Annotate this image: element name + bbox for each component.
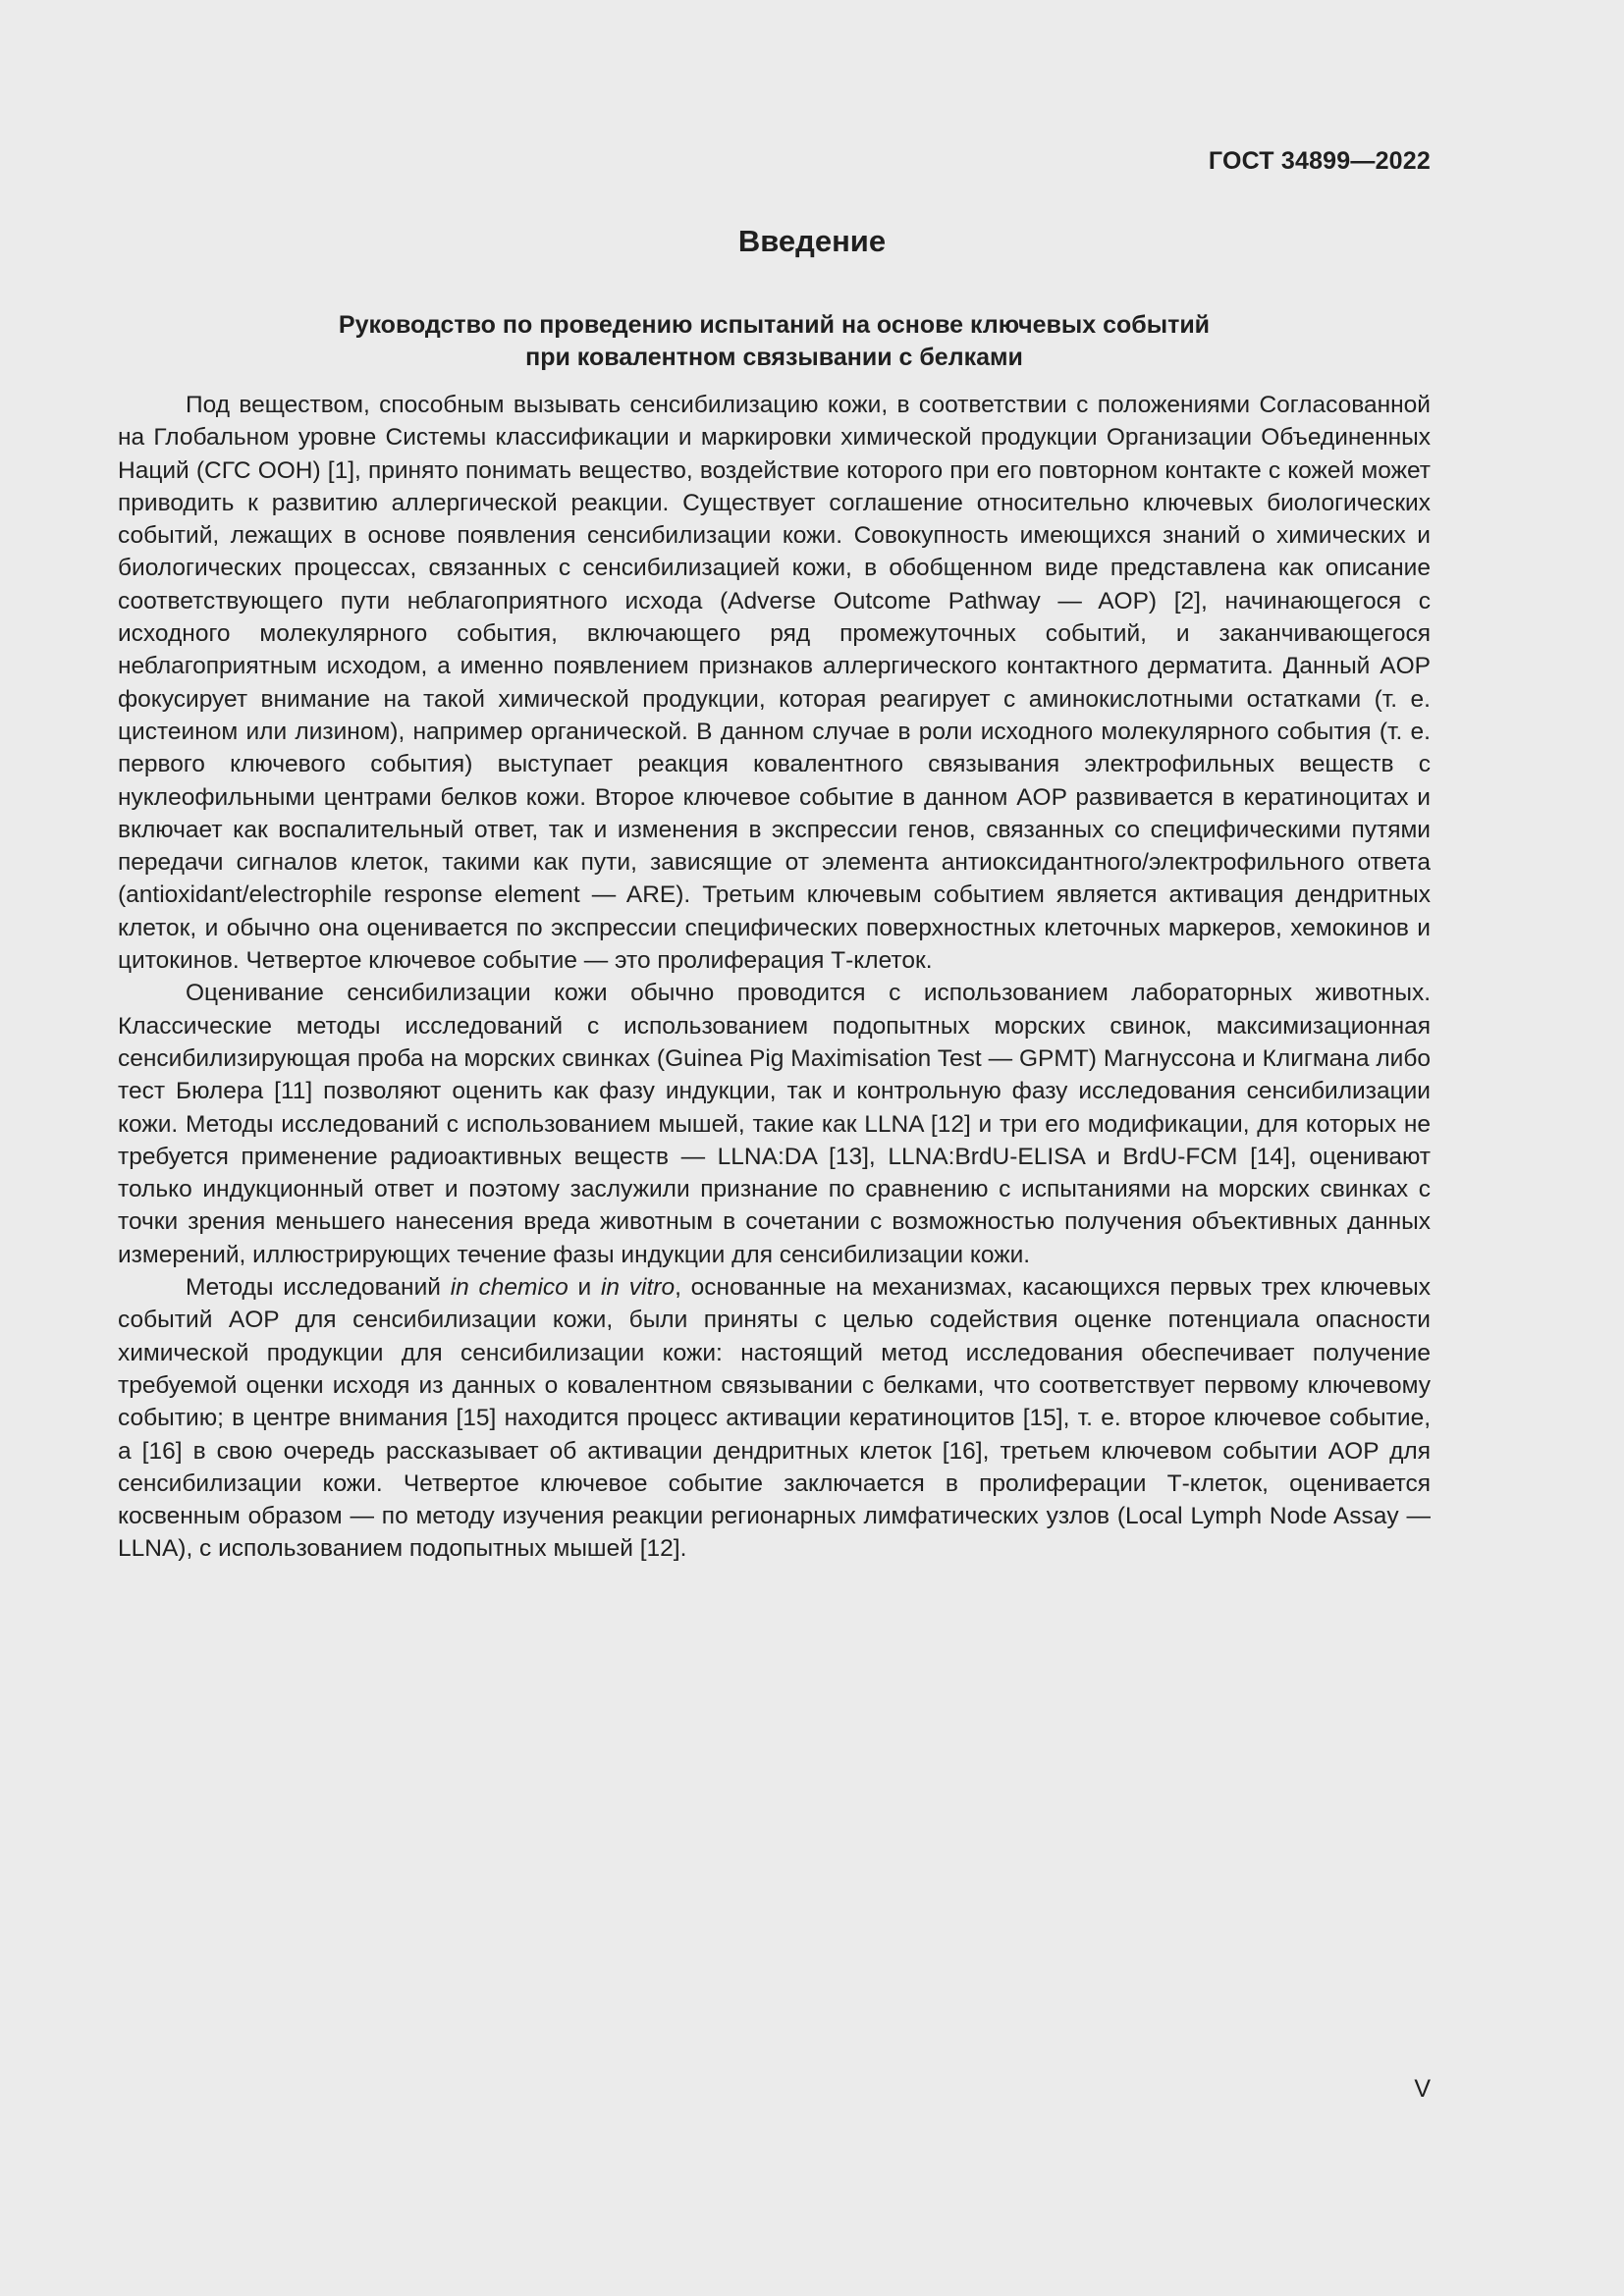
section-title: Введение bbox=[737, 224, 887, 258]
paragraph-3-text-1: Методы исследований bbox=[186, 1274, 451, 1302]
subtitle-line-1: Руководство по проведению испытаний на основе ключевых событий bbox=[338, 311, 1211, 339]
paragraph-1: Под веществом, способным вызывать сенсибилизацию кожи, в соответствии с положениями Согласованной на Глобальном уровне Системы классификации и маркировки химической продукции Организации Объединенных Наций (СГС ООН) [1], принято понимать вещество, воздействие которого при его повторном контакте с кожей может приводить к развитию аллергической реакции. Существует соглашение относительно ключевых биологических событий, лежащих в основе появления сенсибилизации кожи. Совокупность имеющихся знаний о химических и биологических процессах, связанных с сенсибилизацией кожи, в обобщенном виде представлена как описание соответствующего пути неблагоприятного исхода (Adverse Outcome Pathway — AOP) [2], начинающегося с исходного молекулярного события, включающего ряд промежуточных событий, и заканчивающегося неблагоприятным исходом, а именно появлением признаков аллергического контактного дерматита. Данный AOP фокусирует внимание на такой химической продукции, которая реагирует с аминокислотными остатками (т. е. цистеином или лизином), например органической. В данном случае в роли исходного молекулярного события (т. е. первого ключевого события) выступает реакция ковалентного связывания электрофильных веществ с нуклеофильными центрами белков кожи. Второе ключевое событие в данном AOP развивается в кератиноцитах и включает как воспалительный ответ, так и изменения в экспрессии генов, связанных со специфическими путями передачи сигналов клеток, такими как пути, зависящие от элемента антиоксидантного/электрофильного ответа (antioxidant/electrophile response element — ARE). Третьим ключевым событием является активация дендритных клеток, и обычно она оценивается по экспрессии специфических поверхностных клеточных маркеров, хемокинов и цитокинов. Четвертое ключевое событие — это пролиферация Т-клеток. bbox=[118, 392, 1431, 975]
section-subtitle bbox=[118, 309, 1431, 374]
paragraph-3-text-3: , основанные на механизмах, касающихся первых трех ключевых событий AOP для сенсибилизации кожи, были приняты с целью содействия оценке потенциала опасности химической продукции для сенсибилизации кожи: настоящий метод исследования обеспечивает получение требуемой оценки исходя из данных о ковалентном связывании с белками, что соответствует первому ключевому событию; в центре внимания [15] находится процесс активации кератиноцитов [15], т. е. второе ключевое событие, а [16] в свою очередь рассказывает об активации дендритных клеток [16], третьем ключевом событии AOP для сенсибилизации кожи. Четвертое ключевое событие заключается в пролиферации Т-клеток, оценивается косвенным образом — по методу изучения реакции регионарных лимфатических узлов (Local Lymph Node Assay — LLNA), с использованием подопытных мышей [12]. bbox=[118, 1274, 1432, 1563]
paragraph-3-italic-in-vitro: in vitro bbox=[600, 1274, 676, 1302]
page-number: V bbox=[1414, 2075, 1431, 2103]
paragraph-3-italic-in-chemico: in chemico bbox=[450, 1274, 568, 1302]
subtitle-line-2: при ковалентном связывании с белками bbox=[525, 344, 1023, 371]
body-text bbox=[118, 389, 1431, 1566]
paragraph-3-text-2: и bbox=[568, 1274, 601, 1302]
document-code: ГОСТ 34899—2022 bbox=[1208, 147, 1431, 175]
paragraph-2: Оценивание сенсибилизации кожи обычно проводится с использованием лабораторных животных. Классические методы исследований с использованием подопытных морских свинок, максимизационная сенсибилизирующая проба на морских свинках (Guinea Pig Maximisation Test — GPMT) Магнуссона и Клигмана либо тест Бюлера [11] позволяют оценить как фазу индукции, так и контрольную фазу исследования сенсибилизации кожи. Методы исследований с использованием мышей, такие как LLNA [12] и три его модификации, для которых не требуется применение радиоактивных веществ — LLNA:DA [13], LLNA:BrdU-ELISA и BrdU-FCM [14], оценивают только индукционный ответ и поэтому заслужили признание по сравнению с испытаниями на морских свинках с точки зрения меньшего нанесения вреда животным в сочетании с возможностью получения объективных данных измерений, иллюстрирующих течение фазы индукции для сенсибилизации кожи. bbox=[118, 980, 1431, 1268]
paragraph-3 bbox=[118, 1271, 1431, 1566]
